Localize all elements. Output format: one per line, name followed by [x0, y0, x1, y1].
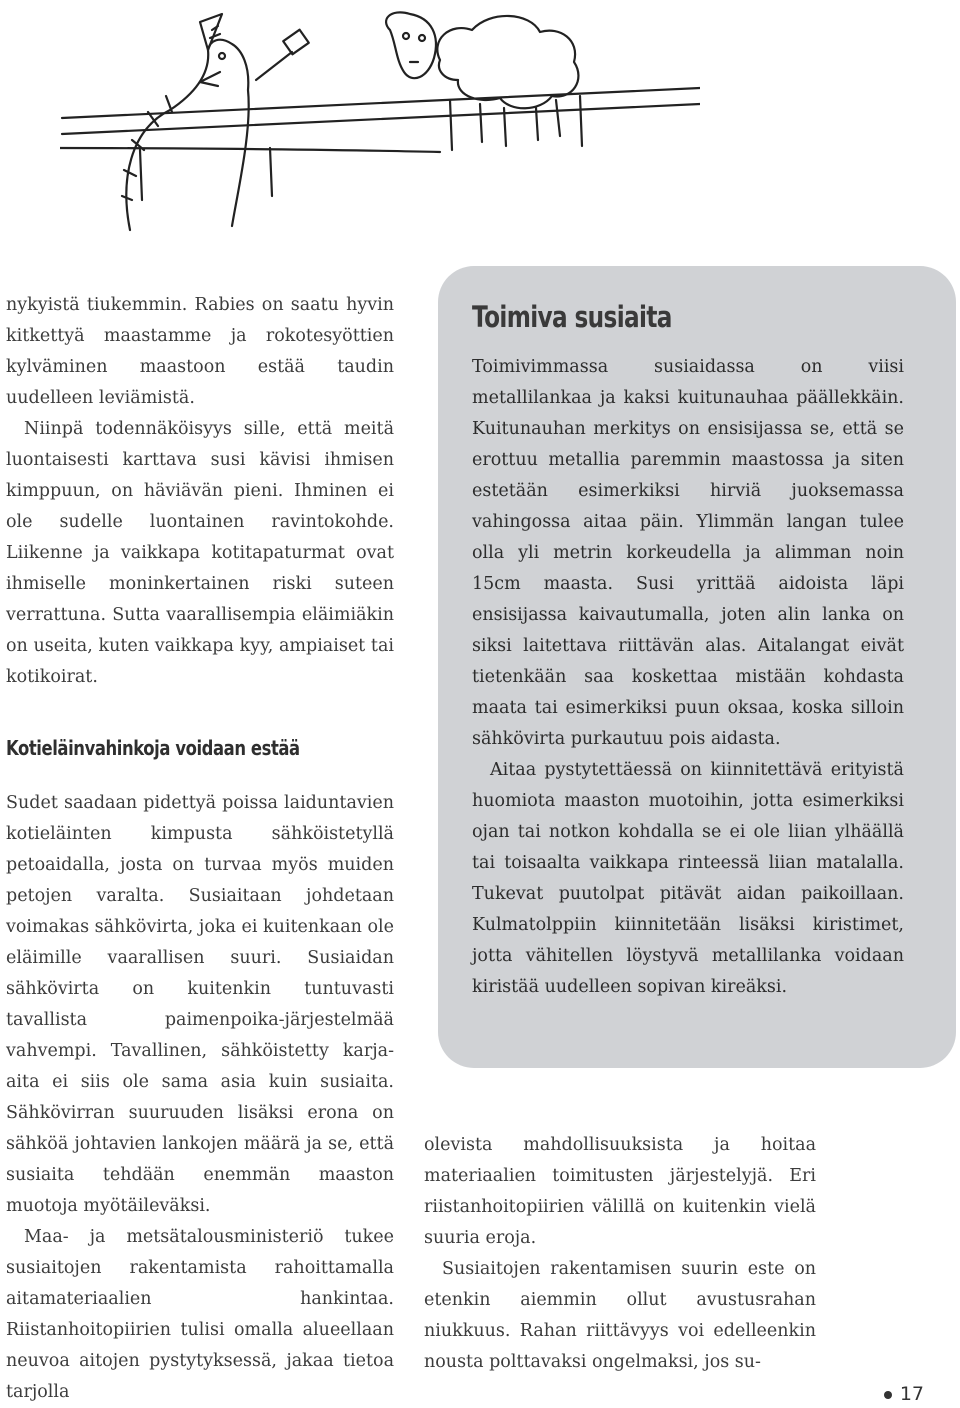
- left-column: [6, 290, 394, 1408]
- party-hat: [200, 14, 222, 50]
- paragraph: Aitaa pystytettäessä on kiinnitettävä erityistä huomiota maaston muotoihin, jotta esimerkiksi ojan tai notkon kohdalla se ei ole liian ylhäällä tai toisaalta vaikkapa rinteessä liian matalalla. Tukevat puutolpat pitävät aidan paikoillaan. Kulmatolppiin kiinnitetään lisäksi kiristimet, jotta vähitellen löystyvä metallilanka voidaan kiristää uudelleen sopivan kireäksi.: [472, 760, 904, 997]
- info-box-body: [472, 352, 904, 1003]
- hedgehog-outline: [126, 40, 248, 230]
- paragraph: Niinpä todennäköisyys sille, että meitä luontaisesti karttava susi kävisi ihmisen kimppuun, on häviävän pieni. Ihminen ei ole sudelle luontainen ravintokohde. Liikenne ja vaikkapa kotitapaturmat ovat ihmiselle moninkertainen riski suteen verrattuna. Sutta vaarallisempia eläimiäkin on useita, kuten vaikkapa kyy, ampiaiset tai kotikoirat.: [6, 419, 394, 687]
- section-heading: Kotieläinvahinkoja voidaan estää: [6, 736, 300, 760]
- sheep-head: [386, 12, 436, 78]
- hammer-handle: [256, 52, 292, 80]
- sheep-legs: [480, 100, 560, 146]
- fence-animals-drawing: [60, 0, 700, 250]
- info-box-title: Toimiva susiaita: [472, 300, 672, 334]
- info-box: [438, 266, 956, 1068]
- fence-rail-low: [60, 148, 440, 152]
- right-column: [424, 1130, 816, 1378]
- paragraph: Susiaitojen rakentamisen suurin este on etenkin aiemmin ollut avustusrahan niukkuus. Rahan riittävyys voi edelleenkin nousta polttavaksi ongelmaksi, jos su-: [424, 1259, 816, 1372]
- bullet-icon: [884, 1391, 892, 1399]
- paragraph: olevista mahdollisuuksista ja hoitaa materiaalien toimitusten järjestelyjä. Eri riistanhoitopiirien välillä on kuitenkin vielä suuria eroja.: [424, 1135, 816, 1248]
- page-number: 17: [884, 1383, 924, 1405]
- paragraph: Sudet saadaan pidettyä poissa laiduntavien kotieläinten kimpusta sähköistetyllä petoaidalla, josta on turvaa myös muiden petojen varalta. Susiaitaan johdetaan voimakas sähkövirta, joka ei kuitenkaan ole eläimille vaarallisen suuri. Susiaidan sähkövirta on kuitenkin tuntuvasti tavallista paimenpoika-järjestelmää vahvempi. Tavallinen, sähköistetty karja-aita ei siis ole sama asia kuin susiaita. Sähkövirran suuruuden lisäksi erona on sähköä johtavien lankojen määrä ja se, että susiaita tehdään enemmän maaston muotoja myötäileväksi.: [6, 793, 394, 1216]
- paragraph: Maa- ja metsätalousministeriö tukee susiaitojen rakentamista rahoittamalla aitamateriaalien hankintaa. Riistanhoitopiirien tulisi omalla alueellaan neuvoa aitojen pystytyksessä, jakaa tietoa tarjolla: [6, 1227, 394, 1402]
- paragraph: nykyistä tiukemmin. Rabies on saatu hyvin kitkettyä maastamme ja rokotesyöttien kylväminen maastoon estää taudin uudelleen leviämistä.: [6, 295, 394, 408]
- paragraph: Toimivimmassa susiaidassa on viisi metallilankaa ja kaksi kuitunauhaa päällekkäin. Kuitunauhan merkitys on ensisijassa se, että se erottuu metallia paremmin maastossa ja siten estetään esimerkiksi hirviä juoksemassa vahingossa aitaa päin. Ylimmän langan tulee olla yli metrin korkeudella ja alimman noin 15cm maasta. Susi yrittää aidoista läpi ensisijassa kaivautumalla, joten alin lanka on siksi laitettava riittävän alas. Aitalangat eivät tietenkään saa koskettaa mistään kohdasta maata tai esimerkiksi puun oksaa, koska silloin sähkövirta purkautuu pois aidasta.: [472, 357, 904, 749]
- fence-rail-top: [62, 88, 700, 118]
